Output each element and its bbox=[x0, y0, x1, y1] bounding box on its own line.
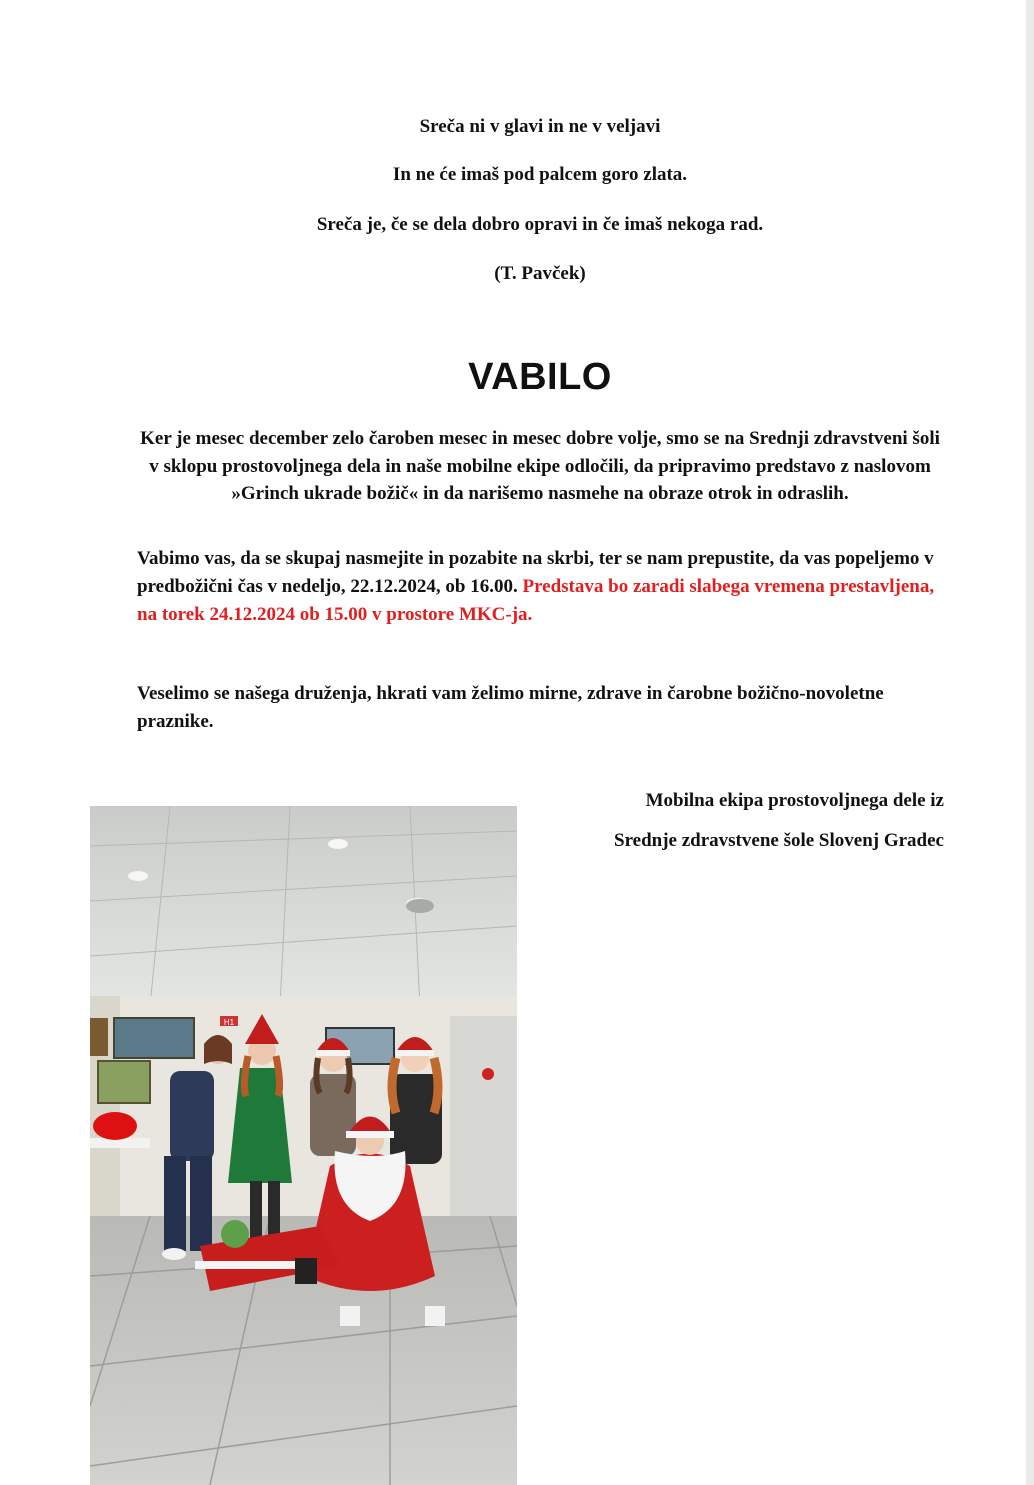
ceiling-light bbox=[328, 839, 348, 849]
ceiling-light bbox=[128, 871, 148, 881]
exit-sign-text: H1 bbox=[223, 1018, 235, 1027]
poem-author: (T. Pavček) bbox=[494, 263, 586, 284]
painting bbox=[114, 1018, 194, 1058]
signature-line-2: Srednje zdravstvene šole Slovenj Gradec bbox=[614, 830, 944, 851]
red-gift-bag bbox=[93, 1112, 137, 1140]
door bbox=[450, 1016, 517, 1236]
poem-line-1: Sreča ni v glavi in ne v veljavi bbox=[419, 116, 661, 137]
signature-line-1: Mobilna ekipa prostovoljnega dele iz bbox=[645, 790, 944, 811]
door-sign-icon bbox=[482, 1068, 494, 1080]
page-title: VABILO bbox=[468, 356, 612, 398]
intro-paragraph: Ker je mesec december zelo čaroben mesec in mesec dobre volje, smo se na Srednji zdravstveni šoli v sklopu prostovoljnega dela in naše mobilne ekipe odločili, da pripravimo predstavo z naslovom »Grinch ukrade božič« in da narišemo nasmehe na obraze otrok in odraslih. bbox=[140, 428, 940, 504]
person-santa-hat-1 bbox=[310, 1038, 356, 1156]
closing-paragraph: Veselimo se našega druženja, hkrati vam želimo mirne, zdrave in čarobne božično-novoletne praznike. bbox=[137, 683, 884, 732]
invitation-text: Vabimo vas, da se skupaj nasmejite in pozabite na skrbi, ter se nam prepustite, da vas popeljemo v predbožični čas v nedeljo, 22.12.2024, ob 16.00. bbox=[137, 548, 934, 597]
group-photo-illustration bbox=[90, 806, 517, 1485]
group-photo bbox=[90, 806, 517, 1485]
poem-line-3: Sreča je, če se dela dobro opravi in če imaš nekoga rad. bbox=[316, 214, 764, 235]
invitation-paragraph bbox=[137, 545, 949, 629]
postponement-notice: Predstava bo zaradi slabega vremena prestavljena, na torek 24.12.2024 ob 15.00 v prostore MKC-ja. bbox=[137, 576, 935, 625]
ceiling bbox=[90, 806, 517, 1006]
smoke-detector bbox=[406, 899, 434, 913]
painting bbox=[90, 1018, 108, 1056]
painting bbox=[98, 1061, 150, 1103]
poem-line-2: In ne će imaš pod palcem goro zlata. bbox=[392, 164, 688, 185]
